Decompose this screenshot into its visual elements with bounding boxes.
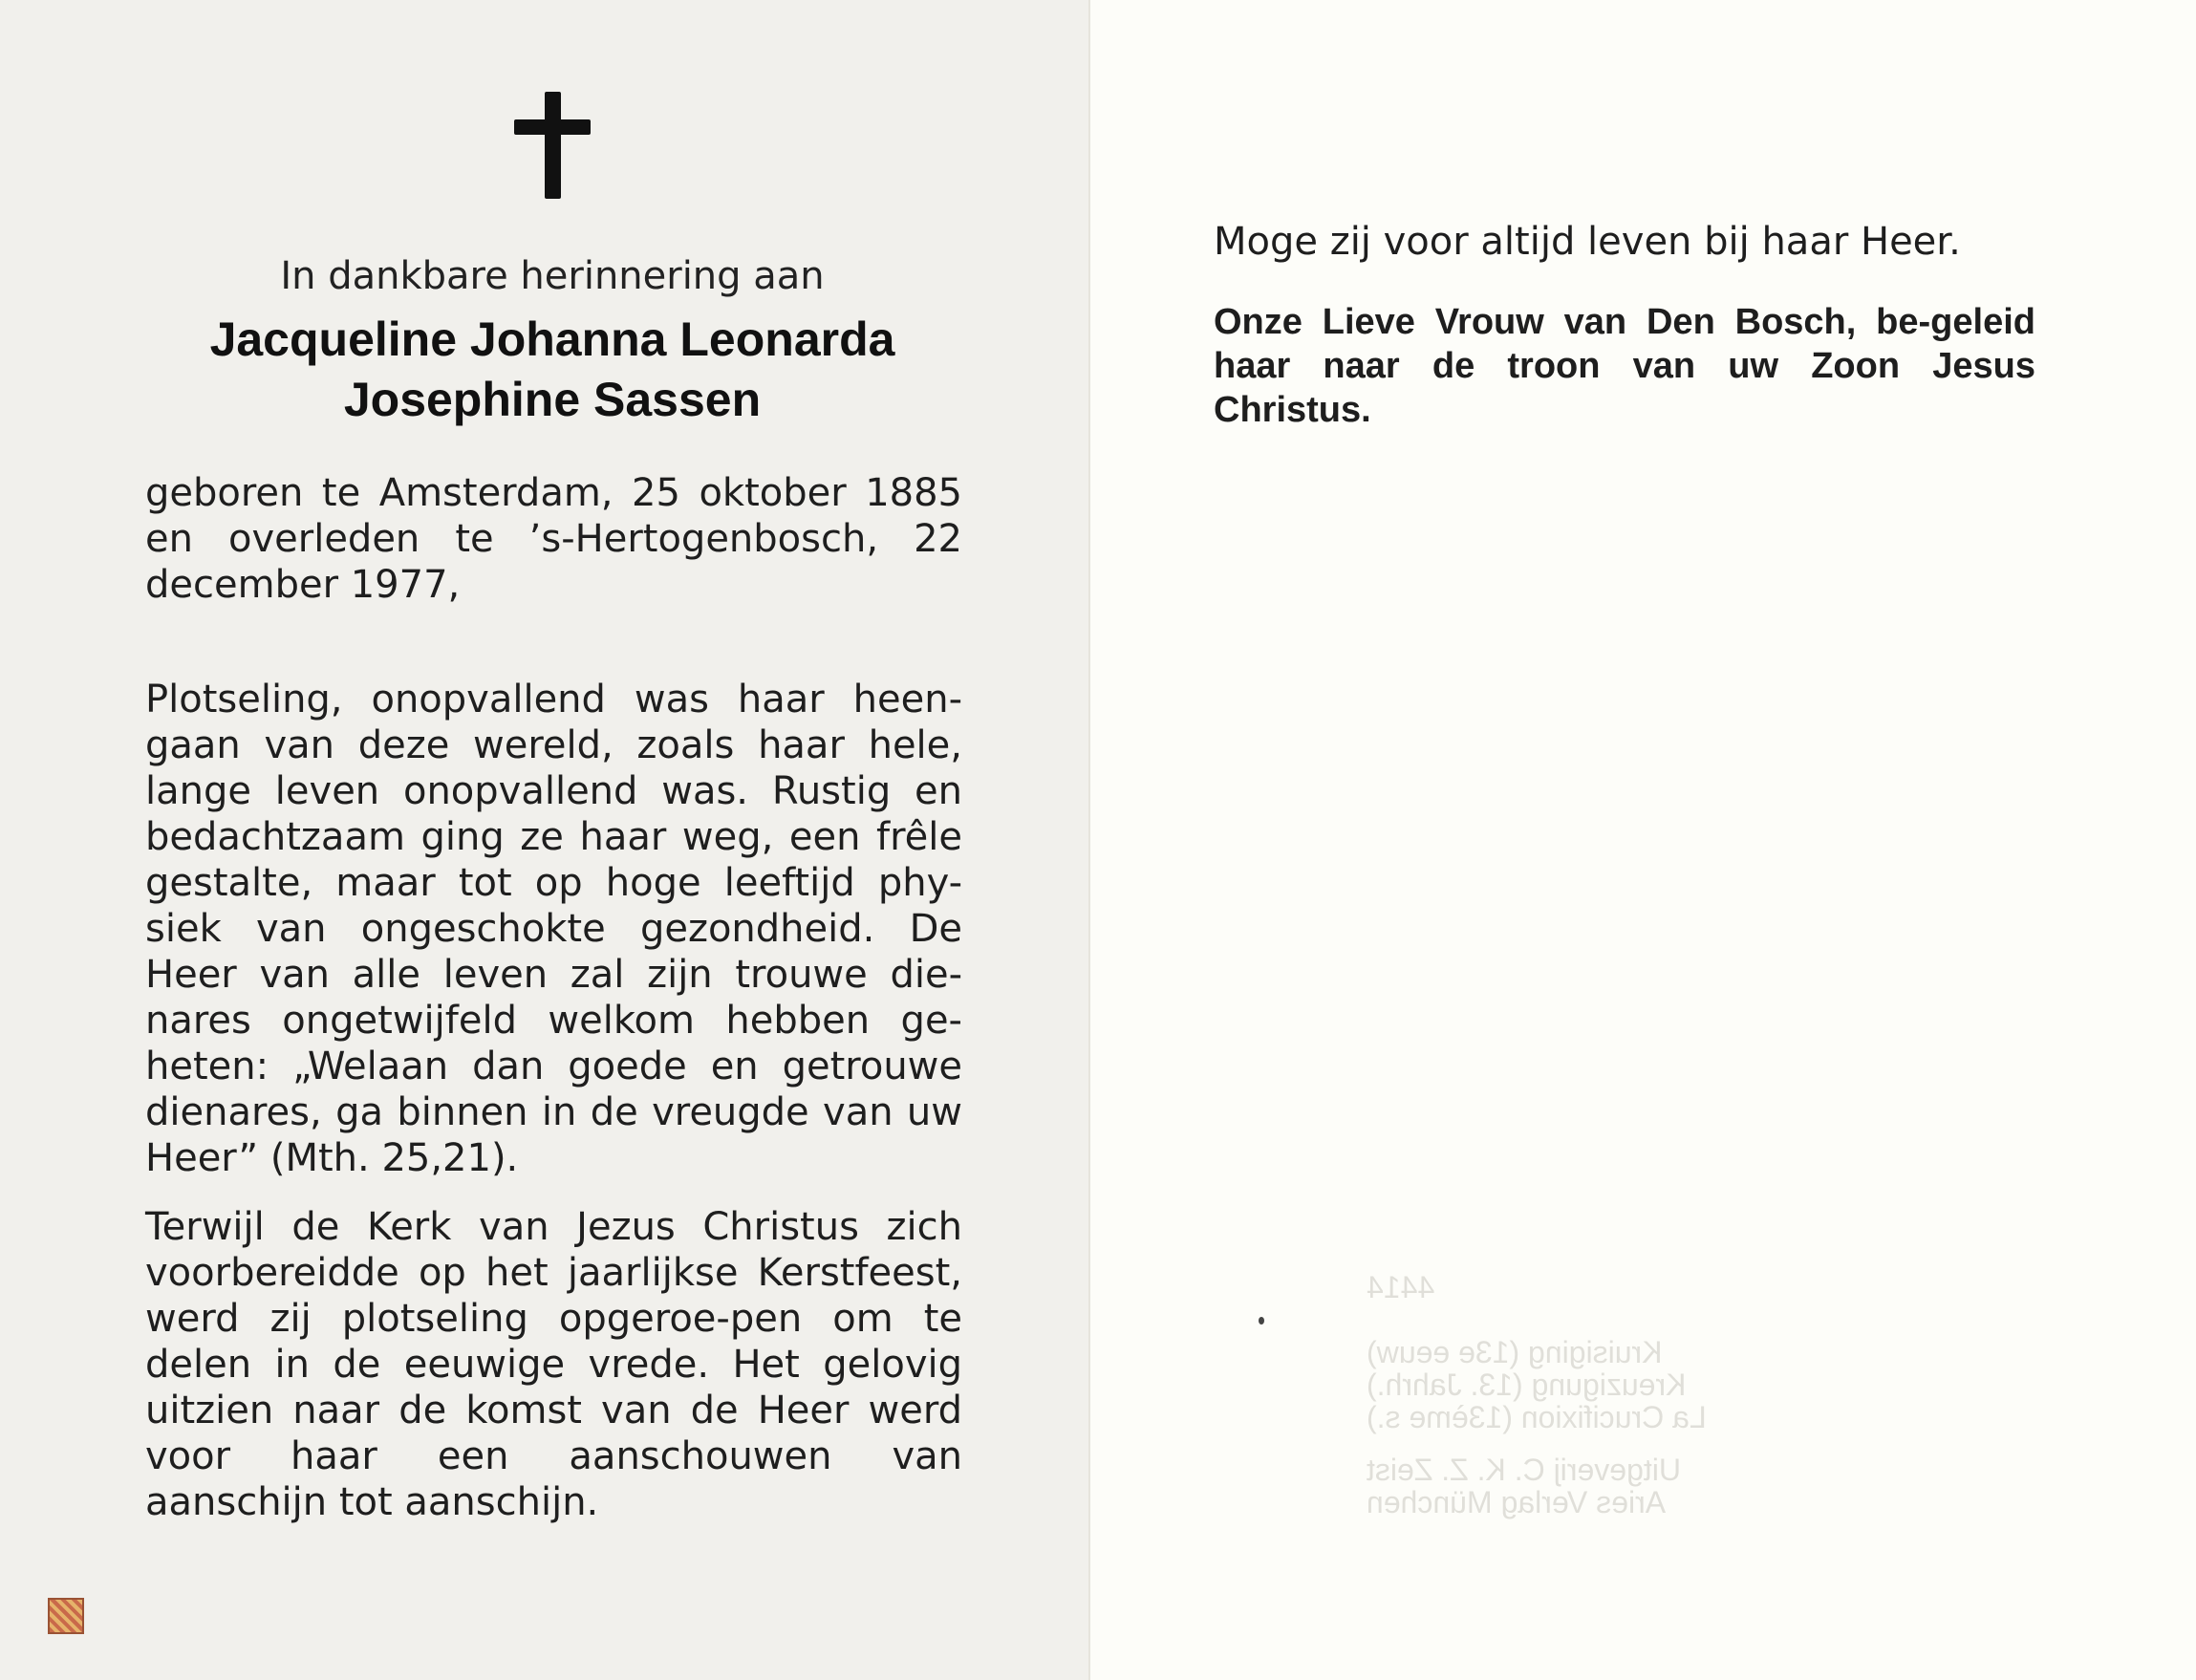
deceased-name-line2: Josephine Sassen xyxy=(343,373,762,426)
intro-text: In dankbare herinnering aan xyxy=(280,254,825,298)
birth-death-text: geboren te Amsterdam, 25 oktober 1885 en overleden te ’s-Hertogenbosch, 22 december 1977, xyxy=(145,471,962,607)
ink-speck xyxy=(1259,1317,1264,1325)
showthrough-caption: Kruisiging (13e eeuw) Kreuzigung (13. Jahrh.) La Crucifixion (13ème s.) xyxy=(1367,1335,1707,1434)
prayer-bold: Onze Lieve Vrouw van Den Bosch, be-geleid haar naar de troon van uw Zoon Jesus Christus. xyxy=(1214,302,2035,430)
showthrough-publisher: Uitgeverij C. K. Z. Zeist Aries Verlag München xyxy=(1367,1453,1681,1519)
cross-icon xyxy=(514,92,591,199)
deceased-name-line1: Jacqueline Johanna Leonarda xyxy=(209,312,895,366)
showthrough-number: 4414 xyxy=(1367,1270,1435,1304)
paragraph-1: Plotseling, onopvallend was haar heen-gaan van deze wereld, zoals haar hele, lange leven onopvallend was. Rustig en bedachtzaam ging ze haar weg, een frêle gestalte, maar tot op hoge leeftijd phy-siek van ongeschokte gezondheid. De Heer van alle leven zal zijn trouwe die-nares ongetwijfeld welkom hebben ge-heten: „Welaan dan goede en getrouwe dienares, ga binnen in de vreugde van uw Heer” (Mth. 25,21). xyxy=(145,678,962,1180)
paragraph-2: Terwijl de Kerk van Jezus Christus zich voorbereidde op het jaarlijkse Kerstfeest, werd zij plotseling opgeroe-pen om te delen in de eeuwige vrede. Het gelovig uitzien naar de komst van de Heer werd voor haar een aanschouwen van aanschijn tot aanschijn. xyxy=(145,1205,962,1524)
stamp-icon xyxy=(48,1598,84,1634)
prayer-line: Moge zij voor altijd leven bij haar Heer. xyxy=(1214,220,1961,264)
